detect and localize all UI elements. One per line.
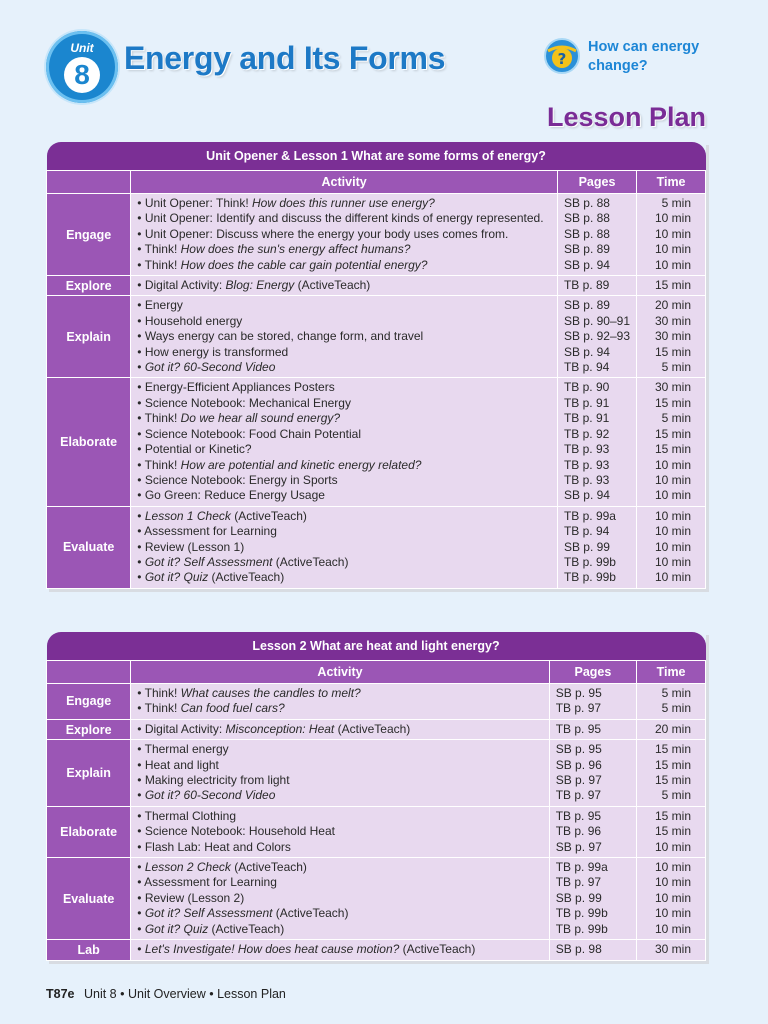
activity-item: • Assessment for Learning <box>137 875 542 890</box>
phase-label: Elaborate <box>47 806 131 857</box>
time-cell: 30 min <box>637 940 706 960</box>
table-row <box>47 506 706 588</box>
activity-item: • Ways energy can be stored, change form, and travel <box>137 329 551 344</box>
footer-text: Unit 8 • Unit Overview • Lesson Plan <box>83 987 286 1001</box>
table-row <box>47 858 706 940</box>
activity-item: • Digital Activity: Misconception: Heat (ActiveTeach) <box>137 722 542 737</box>
activity-cell <box>131 378 558 506</box>
table-row <box>47 296 706 378</box>
phase-label: Explore <box>47 719 131 739</box>
pages-cell: SB p. 88 SB p. 88 SB p. 88 SB p. 89 SB p. 94 <box>557 194 636 276</box>
page-number: T87e <box>46 987 75 1001</box>
activity-item: • Think! Do we hear all sound energy? <box>137 411 551 426</box>
table-row <box>47 194 706 276</box>
time-cell: 30 min 15 min 5 min 15 min 15 min 10 min 10 min 10 min <box>637 378 706 506</box>
time-cell: 20 min 30 min 30 min 15 min 5 min <box>637 296 706 378</box>
table-row <box>47 378 706 506</box>
phase-label: Evaluate <box>47 858 131 940</box>
table-row <box>47 806 706 857</box>
activity-item: • Science Notebook: Food Chain Potential <box>137 427 551 442</box>
activity-item: • Thermal Clothing <box>137 809 542 824</box>
activity-item: • Got it? 60-Second Video <box>137 788 542 803</box>
table-caption: Lesson 2 What are heat and light energy? <box>47 632 706 661</box>
activity-item: • Let's Investigate! How does heat cause motion? (ActiveTeach) <box>137 942 542 957</box>
activity-item: • Science Notebook: Energy in Sports <box>137 473 551 488</box>
activity-item: • Science Notebook: Mechanical Energy <box>137 396 551 411</box>
table-row <box>47 740 706 807</box>
activity-item: • Got it? Quiz (ActiveTeach) <box>137 922 542 937</box>
activity-item: • Heat and light <box>137 758 542 773</box>
phase-label: Engage <box>47 684 131 720</box>
table-row <box>47 940 706 960</box>
lesson-plan-heading: Lesson Plan <box>546 102 706 132</box>
activity-item: • Unit Opener: Think! How does this runner use energy? <box>137 196 551 211</box>
pages-cell: SB p. 89 SB p. 90–91 SB p. 92–93 SB p. 94 TB p. 94 <box>557 296 636 378</box>
phase-label: Explore <box>47 276 131 296</box>
activity-cell <box>131 940 549 960</box>
footer <box>46 987 286 1001</box>
header-phase <box>47 661 131 684</box>
page-title: Energy and Its Forms <box>124 40 446 76</box>
activity-item: • Think! What causes the candles to melt? <box>137 686 542 701</box>
table-row <box>47 276 706 296</box>
time-cell: 10 min 10 min 10 min 10 min 10 min <box>637 506 706 588</box>
activity-item: • Potential or Kinetic? <box>137 442 551 457</box>
time-cell: 20 min <box>637 719 706 739</box>
header-pages: Pages <box>557 171 636 194</box>
header-phase <box>47 171 131 194</box>
activity-cell <box>131 719 549 739</box>
header-pages: Pages <box>549 661 636 684</box>
question-mark-icon <box>543 37 581 75</box>
pages-cell: TB p. 99a TB p. 97 SB p. 99 TB p. 99b TB p. 99b <box>549 858 636 940</box>
activity-item: • How energy is transformed <box>137 345 551 360</box>
phase-label: Evaluate <box>47 506 131 588</box>
pages-cell: TB p. 95 TB p. 96 SB p. 97 <box>549 806 636 857</box>
pages-cell: SB p. 95 SB p. 96 SB p. 97 TB p. 97 <box>549 740 636 807</box>
activity-cell <box>131 194 558 276</box>
pages-cell: TB p. 99a TB p. 94 SB p. 99 TB p. 99b TB p. 99b <box>557 506 636 588</box>
activity-item: • Making electricity from light <box>137 773 542 788</box>
time-cell: 15 min 15 min 10 min <box>637 806 706 857</box>
time-cell: 5 min 5 min <box>637 684 706 720</box>
time-cell: 10 min 10 min 10 min 10 min 10 min <box>637 858 706 940</box>
activity-cell <box>131 296 558 378</box>
activity-item: • Thermal energy <box>137 742 542 757</box>
activity-item: • Household energy <box>137 314 551 329</box>
unit-number: 8 <box>64 57 100 93</box>
phase-label: Explain <box>47 740 131 807</box>
activity-cell <box>131 276 558 296</box>
pages-cell: TB p. 95 <box>549 719 636 739</box>
activity-item: • Science Notebook: Household Heat <box>137 824 542 839</box>
activity-cell <box>131 806 549 857</box>
header-time: Time <box>637 171 706 194</box>
unit-label: Unit <box>70 41 94 55</box>
activity-item: • Got it? Self Assessment (ActiveTeach) <box>137 906 542 921</box>
activity-item: • Energy-Efficient Appliances Posters <box>137 380 551 395</box>
activity-item: • Energy <box>137 298 551 313</box>
header-time: Time <box>637 661 706 684</box>
activity-item: • Think! How does the cable car gain potential energy? <box>137 258 551 273</box>
activity-item: • Flash Lab: Heat and Colors <box>137 840 542 855</box>
header-activity: Activity <box>131 661 549 684</box>
table-row <box>47 719 706 739</box>
phase-label: Engage <box>47 194 131 276</box>
activity-cell <box>131 506 558 588</box>
activity-item: • Think! How does the sun's energy affect humans? <box>137 242 551 257</box>
lesson1-table <box>46 142 706 589</box>
activity-item: • Assessment for Learning <box>137 524 551 539</box>
activity-item: • Think! How are potential and kinetic energy related? <box>137 458 551 473</box>
activity-item: • Review (Lesson 1) <box>137 540 551 555</box>
pages-cell: TB p. 90 TB p. 91 TB p. 91 TB p. 92 TB p. 93 TB p. 93 TB p. 93 SB p. 94 <box>557 378 636 506</box>
pages-cell: SB p. 95 TB p. 97 <box>549 684 636 720</box>
pages-cell: TB p. 89 <box>557 276 636 296</box>
activity-cell <box>131 740 549 807</box>
activity-item: • Review (Lesson 2) <box>137 891 542 906</box>
activity-item: • Go Green: Reduce Energy Usage <box>137 488 551 503</box>
activity-cell <box>131 858 549 940</box>
time-cell: 15 min <box>637 276 706 296</box>
pages-cell: SB p. 98 <box>549 940 636 960</box>
activity-item: • Unit Opener: Identify and discuss the different kinds of energy represented. <box>137 211 551 226</box>
table-row <box>47 684 706 720</box>
big-question: How can energy change? <box>588 39 700 74</box>
svg-text:?: ? <box>557 50 567 68</box>
activity-item: • Unit Opener: Discuss where the energy your body uses comes from. <box>137 227 551 242</box>
time-cell: 15 min 15 min 15 min 5 min <box>637 740 706 807</box>
time-cell: 5 min 10 min 10 min 10 min 10 min <box>637 194 706 276</box>
phase-label: Elaborate <box>47 378 131 506</box>
activity-item: • Lesson 2 Check (ActiveTeach) <box>137 860 542 875</box>
lesson2-table <box>46 632 706 961</box>
activity-item: • Digital Activity: Blog: Energy (ActiveTeach) <box>137 278 551 293</box>
table-caption: Unit Opener & Lesson 1 What are some forms of energy? <box>47 142 706 171</box>
activity-item: • Got it? 60-Second Video <box>137 360 551 375</box>
activity-item: • Lesson 1 Check (ActiveTeach) <box>137 509 551 524</box>
phase-label: Lab <box>47 940 131 960</box>
activity-item: • Think! Can food fuel cars? <box>137 701 542 716</box>
header-activity: Activity <box>131 171 558 194</box>
phase-label: Explain <box>47 296 131 378</box>
activity-item: • Got it? Quiz (ActiveTeach) <box>137 570 551 585</box>
activity-item: • Got it? Self Assessment (ActiveTeach) <box>137 555 551 570</box>
activity-cell <box>131 684 549 720</box>
unit-badge <box>46 31 118 103</box>
